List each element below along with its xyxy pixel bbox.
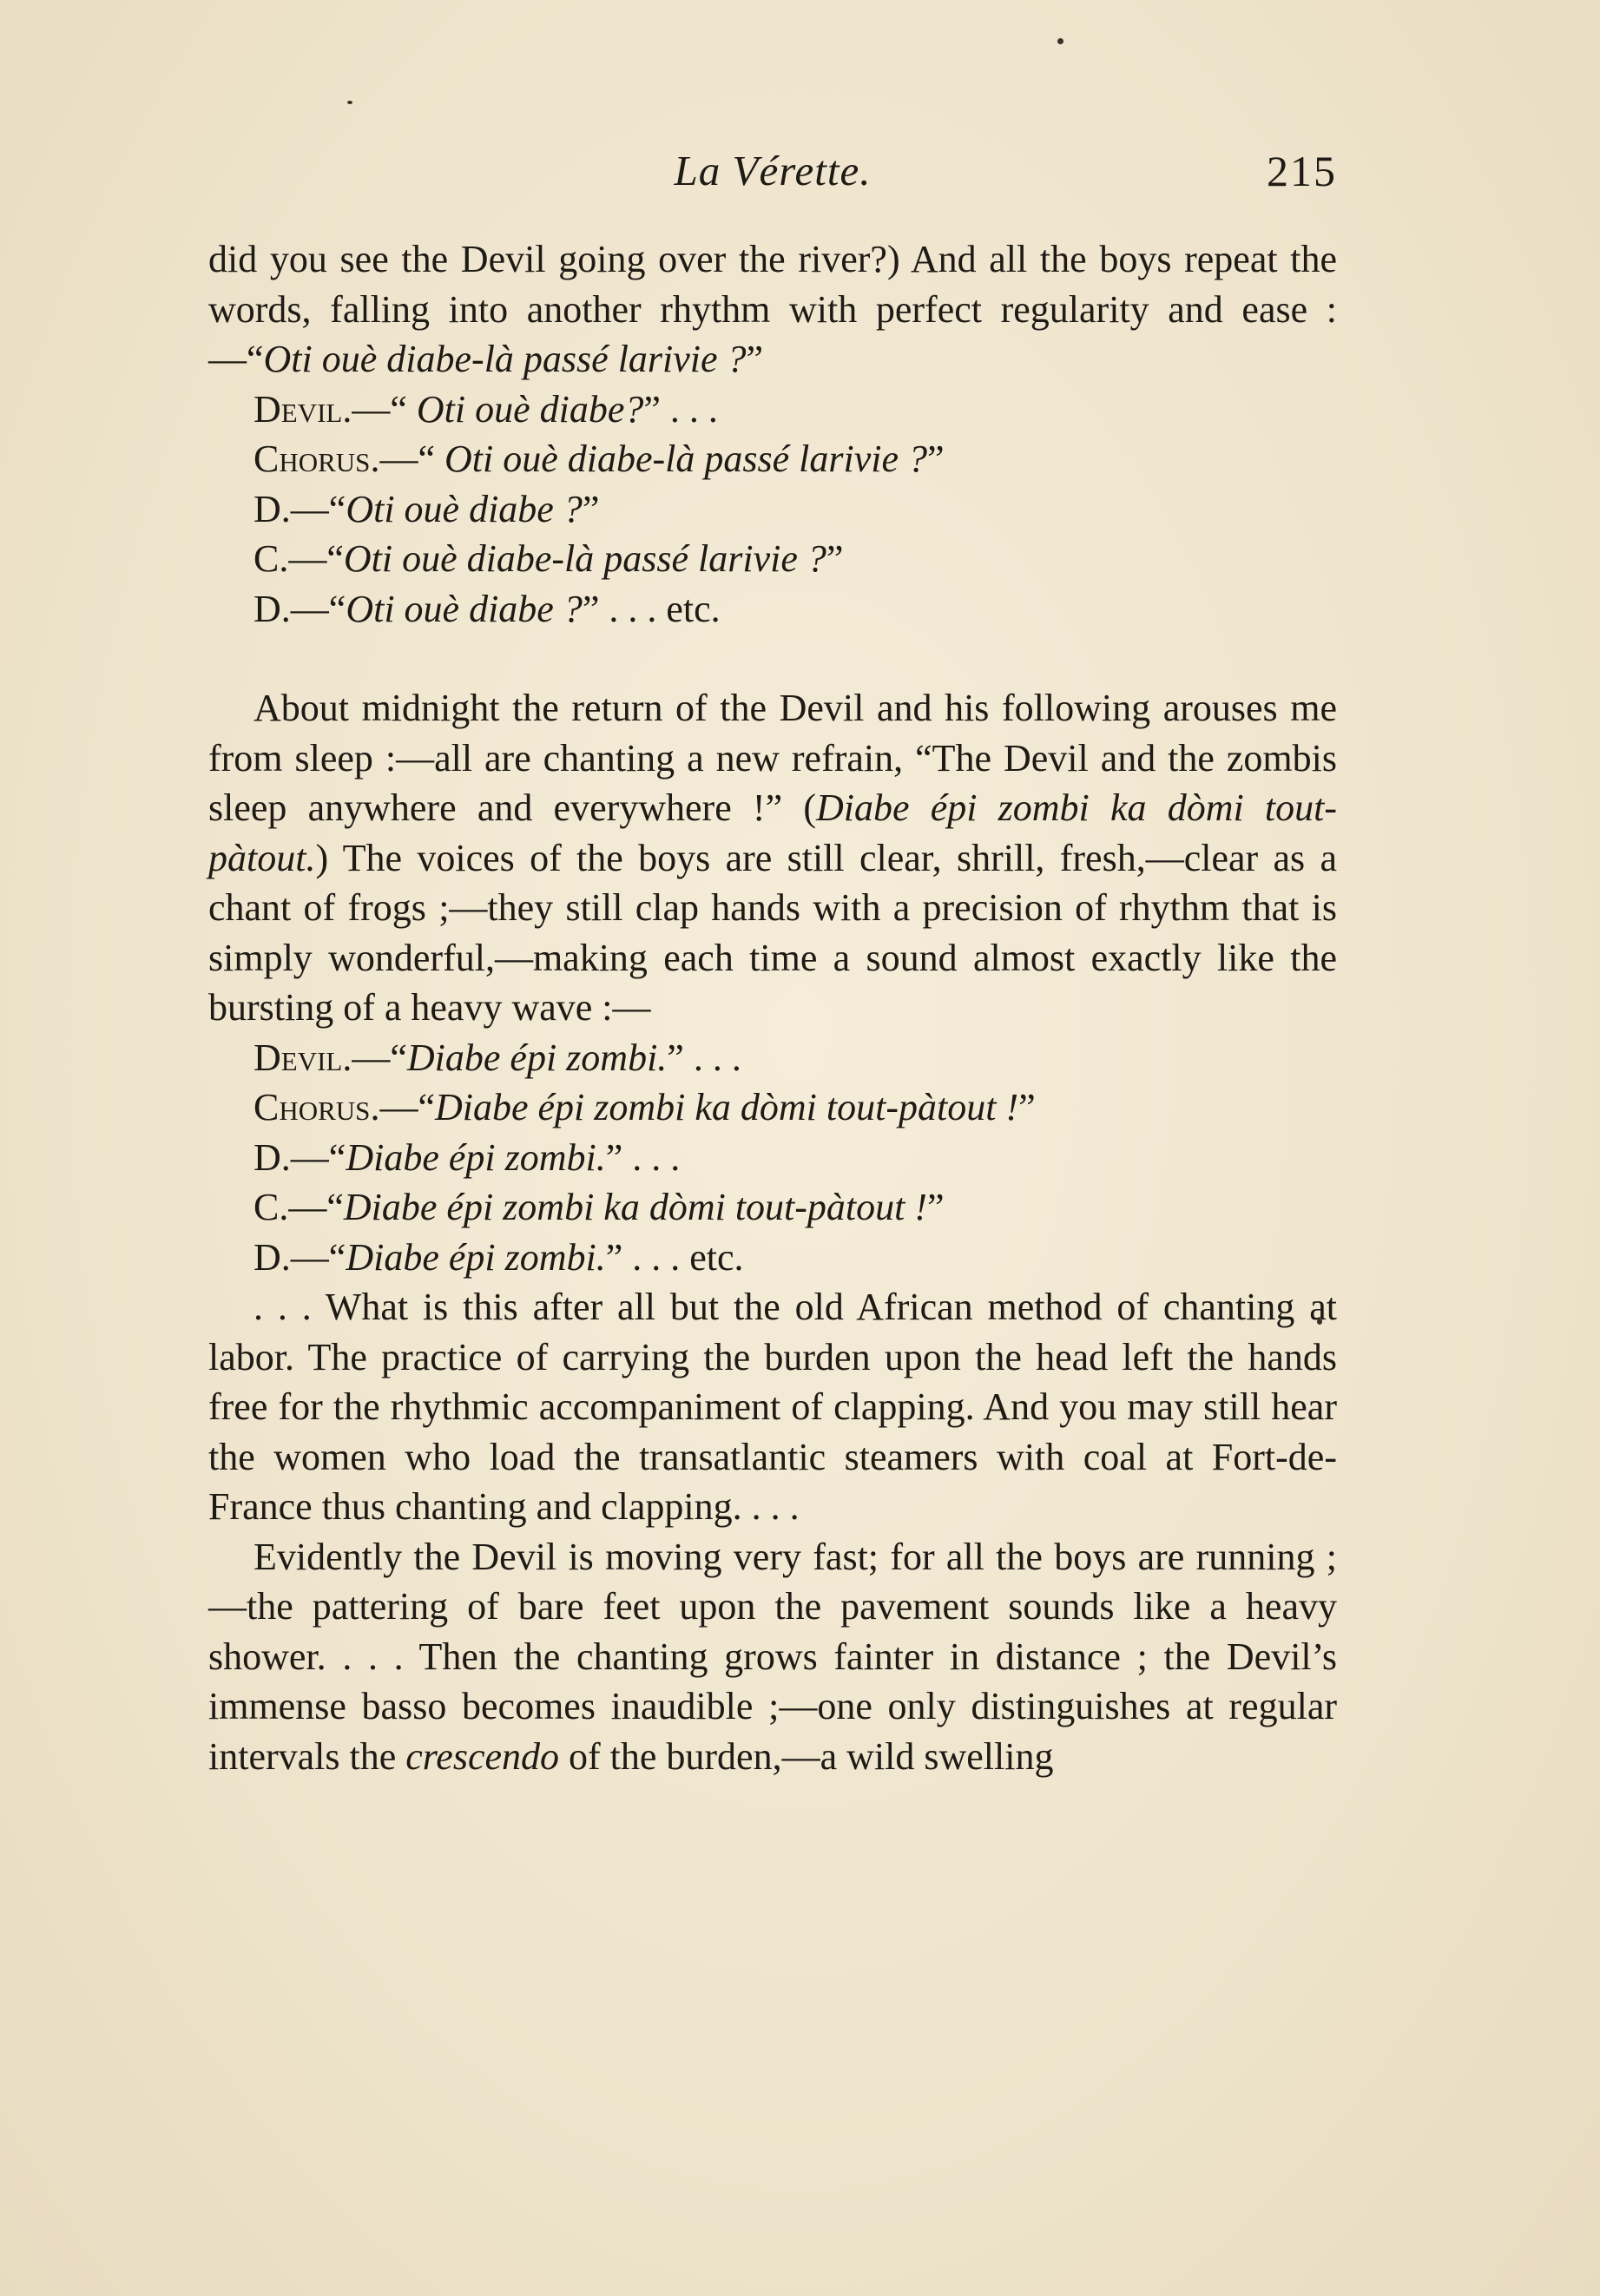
dialogue-line <box>208 1233 1337 1283</box>
dialogue-phrase: Oti ouè diabe-là passé larivie ? <box>444 437 927 480</box>
speaker-label: Chorus <box>253 437 371 480</box>
dialogue-block <box>208 1033 1337 1283</box>
speaker-label: Devil <box>253 1036 343 1079</box>
dialogue-trailer: ” <box>1018 1086 1036 1128</box>
speaker-label: C <box>253 537 280 580</box>
dialogue-line <box>208 584 1337 635</box>
dialogue-phrase: Diabe épi zombi ka dòmi tout-pàtout ! <box>434 1086 1019 1128</box>
speaker-label: C <box>253 1186 280 1228</box>
paragraph-text: ” <box>746 338 764 380</box>
paragraph <box>208 1532 1337 1782</box>
dialogue-trailer: ” . . . <box>643 387 718 431</box>
dialogue-phrase: Diabe épi zombi ka dòmi tout-pàtout ! <box>343 1186 928 1228</box>
paragraph: . . . What is this after all but the old African method of chanting at labor. The practice of carrying the burden upon the head left the hands free for the rhythmic accompaniment of clapping. And you may still hear the women who load the transatlantic steamers with coal at Fort-de-France thus chanting and clapping. . . . <box>208 1286 1337 1528</box>
dialogue-separator: .—“ <box>280 587 346 630</box>
dialogue-trailer: ” . . . etc. <box>605 1235 744 1279</box>
page-header <box>208 146 1337 207</box>
dialogue-phrase: Oti ouè diabe ? <box>346 587 583 630</box>
paragraph-text: of the burden,—a wild swelling <box>559 1734 1054 1778</box>
speaker-label: D <box>253 487 281 530</box>
dialogue-phrase: Oti ouè diabe-là passé larivie ? <box>343 537 826 580</box>
dialogue-separator: .—“ <box>342 387 417 431</box>
paragraph <box>208 234 1337 385</box>
creole-phrase: Diabe épi zombi ka dòmi tout-pàtout. <box>208 786 1337 879</box>
dialogue-separator: .—“ <box>280 1235 346 1279</box>
dialogue-phrase: Diabe épi zombi. <box>406 1036 668 1079</box>
page-body <box>208 234 1337 1781</box>
dialogue-block <box>208 385 1337 635</box>
dialogue-trailer: ” <box>926 437 945 480</box>
paragraph-gap <box>208 634 1337 683</box>
dialogue-line <box>208 484 1337 535</box>
creole-phrase: Oti ouè diabe-là passé larivie ? <box>263 338 747 380</box>
dialogue-separator: .—“ <box>370 1086 435 1128</box>
dialogue-phrase: Diabe épi zombi. <box>346 1135 606 1179</box>
dialogue-phrase: Diabe épi zombi. <box>346 1235 606 1279</box>
dialogue-separator: .—“ <box>342 1036 407 1079</box>
dialogue-phrase: Oti ouè diabe ? <box>346 487 583 530</box>
paragraph <box>208 683 1337 1033</box>
speaker-label: D <box>253 1235 281 1279</box>
dialogue-phrase: Oti ouè diabe? <box>416 387 644 431</box>
dialogue-trailer: ” <box>826 537 844 580</box>
dialogue-line <box>208 385 1337 435</box>
speaker-label: Chorus <box>253 1086 371 1128</box>
dialogue-trailer: ” . . . <box>667 1036 741 1079</box>
dialogue-trailer: ” . . . etc. <box>582 587 721 630</box>
speaker-label: Devil <box>253 387 343 431</box>
paper-speck <box>1057 38 1063 44</box>
paragraph-text: ) The voices of the boys are still clear, shrill, fresh,—clear as a chant of frogs ;—they still clap hands with a precision of rhythm that is simply wonderful,—making each time a sound almost exactly like the bursting of a heavy wave :— <box>208 836 1337 1029</box>
dialogue-line <box>208 1133 1337 1183</box>
dialogue-trailer: ” <box>582 487 600 530</box>
italic-term: crescendo <box>405 1734 559 1778</box>
running-title: La Vérette. <box>674 147 872 194</box>
dialogue-line <box>208 1082 1337 1133</box>
dialogue-line <box>208 1033 1337 1083</box>
dialogue-separator: .—“ <box>279 537 344 580</box>
dialogue-line <box>208 434 1337 484</box>
paper-speck <box>347 101 352 104</box>
dialogue-trailer: ” <box>927 1186 945 1228</box>
speaker-label: D <box>253 587 281 630</box>
paragraph-text: Evidently the Devil is moving very fast; for all the boys are running ;—the pattering of bare feet upon the pavement sounds like a heavy shower. . . . Then the chanting grows fainter in distance ; the Devil’s immense basso becomes inaudible ;—one only distinguishes at regular intervals the <box>208 1535 1337 1778</box>
paragraph-text: About midnight the return of the Devil and his following arouses me from sleep :—all are chanting a new refrain, “The Devil and the zombis sleep anywhere and everywhere !” ( <box>208 687 1337 829</box>
speaker-label: D <box>253 1135 281 1179</box>
dialogue-separator: .—“ <box>279 1186 344 1228</box>
dialogue-separator: .—“ <box>370 437 444 480</box>
paragraph-text: did you see the Devil going over the river?) And all the boys repeat the words, falling into another rhythm with perfect regularity and ease :—“ <box>208 238 1337 380</box>
dialogue-separator: .—“ <box>280 487 346 530</box>
dialogue-line <box>208 534 1337 584</box>
dialogue-trailer: ” . . . <box>605 1135 681 1179</box>
dialogue-separator: .—“ <box>280 1135 346 1179</box>
page-number: 215 <box>1267 147 1337 195</box>
dialogue-line <box>208 1182 1337 1233</box>
